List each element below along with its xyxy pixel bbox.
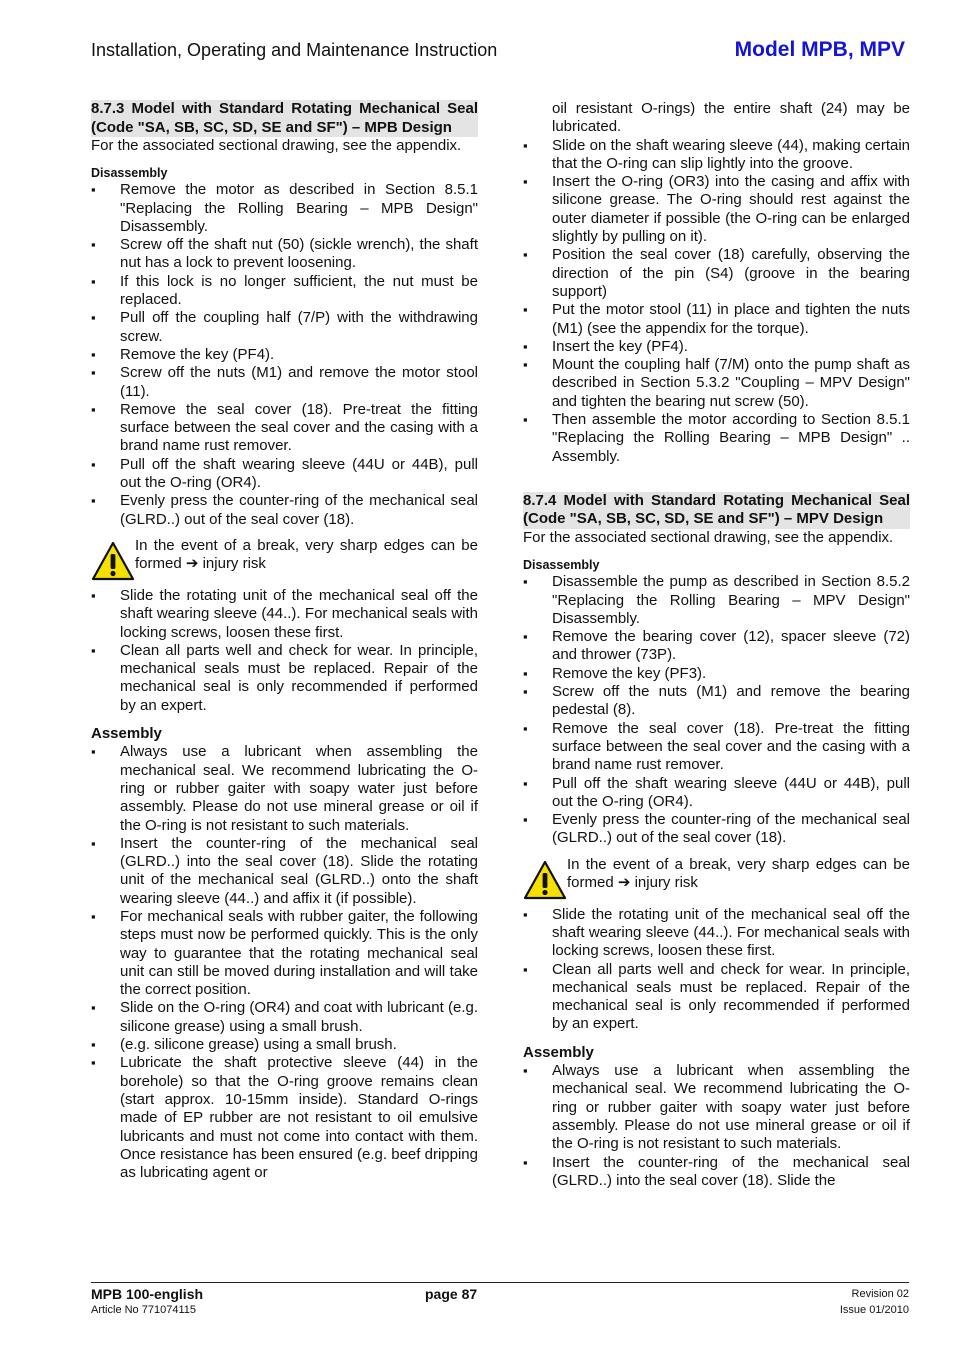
list-item: ▪ Clean all parts well and check for wear. In principle, mechanical seals must be replaced. Repair of the mechanical seal is only recommended if performed by an expert.	[91, 642, 478, 715]
list-item: ▪ Remove the key (PF4).	[91, 346, 478, 364]
footer-revision: Revision 02	[851, 1288, 909, 1300]
assembly-title: Assembly	[91, 725, 162, 743]
list-item: ▪ Remove the seal cover (18). Pre-treat the fitting surface between the seal cover and the casing with a brand name rust remover.	[91, 401, 478, 456]
list-item: ▪ (e.g. silicone grease) using a small brush.	[91, 1036, 478, 1054]
list-item: ▪ Insert the key (PF4).	[523, 338, 910, 356]
footer-article: Article No 771074115	[91, 1304, 196, 1316]
list-item: ▪ Insert the counter-ring of the mechanical seal (GLRD..) into the seal cover (18). Slide the rotating unit of the mechanical seal (GLRD..) onto the shaft wearing sleeve (44..) and affix it (if possible).	[91, 835, 478, 908]
list-item: ▪ Put the motor stool (11) in place and tighten the nuts (M1) (see the appendix for the torque).	[523, 301, 910, 338]
disassembly-list	[91, 181, 478, 529]
list-item: ▪ Pull off the shaft wearing sleeve (44U or 44B), pull out the O-ring (OR4).	[91, 456, 478, 493]
assembly-list	[91, 743, 478, 1182]
footer-divider	[91, 1282, 909, 1283]
assembly-list	[523, 1062, 910, 1190]
section-intro: For the associated sectional drawing, see the appendix.	[91, 137, 462, 154]
continued-text: oil resistant O-rings) the entire shaft (24) may be lubricated.	[552, 100, 910, 136]
list-item: ▪ Remove the seal cover (18). Pre-treat the fitting surface between the seal cover and the casing with a brand name rust remover.	[523, 720, 910, 775]
list-item: ▪ Evenly press the counter-ring of the mechanical seal (GLRD..) out of the seal cover (18).	[91, 492, 478, 529]
warning-triangle-icon	[91, 541, 135, 581]
list-item: ▪ Slide the rotating unit of the mechanical seal off the shaft wearing sleeve (44..). For mechanical seals with locking screws, loosen these first.	[91, 587, 478, 642]
warning-text: In the event of a break, very sharp edges can be formed ➔ injury risk	[567, 855, 910, 891]
footer-issue: Issue 01/2010	[839, 1304, 909, 1316]
warning-triangle-icon	[523, 860, 567, 900]
list-item: ▪ Remove the motor as described in Section 8.5.1 "Replacing the Rolling Bearing – MPB Design" Disassembly.	[91, 181, 478, 236]
list-item: ▪ Evenly press the counter-ring of the mechanical seal (GLRD..) out of the seal cover (18).	[523, 811, 910, 848]
list-item: ▪ Screw off the nuts (M1) and remove the motor stool (11).	[91, 364, 478, 401]
section-heading-873: 8.7.3 Model with Standard Rotating Mechanical Seal (Code "SA, SB, SC, SD, SE and SF") – MPB Design	[91, 100, 478, 136]
list-item: ▪ Position the seal cover (18) carefully, observing the direction of the pin (S4) (groove in the bearing support)	[523, 246, 910, 301]
warning-note	[91, 537, 478, 581]
list-item: ▪ Screw off the shaft nut (50) (sickle wrench), the shaft nut has a lock to prevent loosening.	[91, 236, 478, 273]
list-item: ▪ Slide on the shaft wearing sleeve (44), making certain that the O-ring can slip lightly into the groove.	[523, 137, 910, 174]
left-column	[91, 100, 478, 1182]
list-item: ▪ Lubricate the shaft protective sleeve (44) in the borehole) so that the O-ring groove remains clean (start approx. 10-15mm inside). Standard O-rings made of EP rubber are not resistant to oil emulsive lubricants and must not come into contact with them. Once resistance has been ensured (e.g. beef dripping as lubricating agent or	[91, 1054, 478, 1182]
list-item: ▪ Remove the key (PF3).	[523, 665, 910, 683]
list-item: ▪ For mechanical seals with rubber gaiter, the following steps must now be performed quickly. This is the only way to guarantee that the rotating mechanical seal unit can still be moved during installation and will take the correct position.	[91, 908, 478, 999]
continued-assembly-list	[523, 137, 910, 466]
list-item: ▪ Always use a lubricant when assembling the mechanical seal. We recommend lubricating the O-ring or rubber gaiter with soapy water just before assembly. Please do not use mineral grease or oil if the O-ring is not resistant to such materials.	[91, 743, 478, 834]
page-number: page 87	[425, 1286, 478, 1302]
section-heading-874: 8.7.4 Model with Standard Rotating Mechanical Seal (Code "SA, SB, SC, SD, SE and SF") – MPV Design	[523, 491, 910, 528]
section-intro: For the associated sectional drawing, see the appendix.	[523, 528, 894, 546]
list-item: ▪ If this lock is no longer sufficient, the nut must be replaced.	[91, 273, 478, 310]
footer-document: MPB 100-english	[91, 1286, 204, 1302]
assembly-title: Assembly	[523, 1043, 594, 1061]
document-title: Installation, Operating and Maintenance Instruction	[91, 40, 498, 60]
list-item: ▪ Pull off the coupling half (7/P) with the withdrawing screw.	[91, 309, 478, 346]
disassembly-title: Disassembly	[91, 166, 168, 181]
list-item: ▪ Disassemble the pump as described in Section 8.5.2 "Replacing the Rolling Bearing – MPV Design" Disassembly.	[523, 573, 910, 628]
list-item: ▪ Mount the coupling half (7/M) onto the pump shaft as described in Section 5.3.2 "Coupling – MPV Design" and tighten the bearing nut screw (50).	[523, 356, 910, 411]
warning-text: In the event of a break, very sharp edges can be formed ➔ injury risk	[135, 536, 478, 573]
disassembly-list	[523, 573, 910, 847]
list-item: ▪ Slide on the O-ring (OR4) and coat with lubricant (e.g. silicone grease) using a small brush.	[91, 999, 478, 1036]
model-title: Model MPB, MPV	[734, 38, 905, 61]
seal-handling-list	[91, 587, 478, 715]
list-item: ▪ Then assemble the motor according to Section 8.5.1 "Replacing the Rolling Bearing – MPB Design" .. Assembly.	[523, 411, 910, 466]
list-item: ▪ Always use a lubricant when assembling the mechanical seal. We recommend lubricating the O-ring or rubber gaiter with soapy water just before assembly. Please do not use mineral grease or oil if the O-ring is not resistant to such materials.	[523, 1062, 910, 1153]
right-column	[523, 100, 910, 1190]
list-item: ▪ Remove the bearing cover (12), spacer sleeve (72) and thrower (73P).	[523, 628, 910, 665]
list-item: ▪ Screw off the nuts (M1) and remove the bearing pedestal (8).	[523, 683, 910, 720]
seal-handling-list	[523, 906, 910, 1034]
disassembly-title: Disassembly	[523, 558, 600, 573]
list-item: ▪ Insert the counter-ring of the mechanical seal (GLRD..) into the seal cover (18). Slide the	[523, 1154, 910, 1191]
list-item: ▪ Insert the O-ring (OR3) into the casing and affix with silicone grease. The O-ring should rest against the outer diameter if possible (the O-ring can be enlarged slightly by pulling on it).	[523, 173, 910, 246]
list-item: ▪ Clean all parts well and check for wear. In principle, mechanical seals must be replaced. Repair of the mechanical seal is only recommended if performed by an expert.	[523, 961, 910, 1034]
warning-note	[523, 856, 910, 900]
list-item: ▪ Pull off the shaft wearing sleeve (44U or 44B), pull out the O-ring (OR4).	[523, 775, 910, 812]
list-item: ▪ Slide the rotating unit of the mechanical seal off the shaft wearing sleeve (44..). For mechanical seals with locking screws, loosen these first.	[523, 906, 910, 961]
